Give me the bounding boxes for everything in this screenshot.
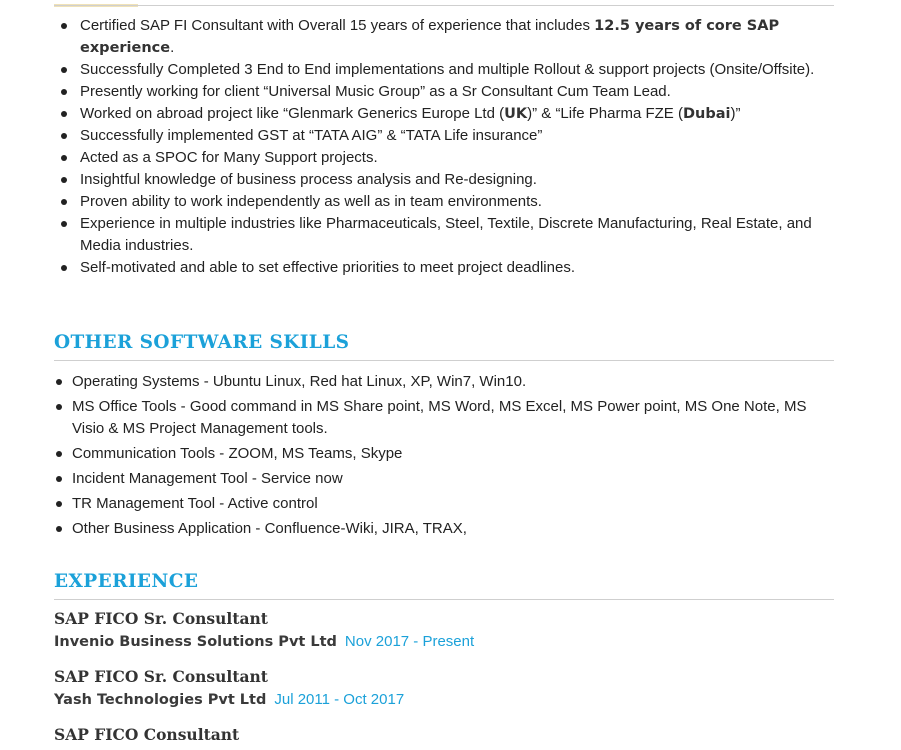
skill-item: MS Office Tools - Good command in MS Share point, MS Word, MS Excel, MS Power point, MS One Note, MS Visio & MS Project Management tools. <box>54 396 824 440</box>
job-title: SAP FICO Sr. Consultant <box>54 609 268 628</box>
company-name: Yash Technologies Pvt Ltd <box>54 692 267 708</box>
summary-item: Certified SAP FI Consultant with Overall 15 years of experience that includes 12.5 years of core SAP experience. <box>58 15 818 59</box>
summary-item: Worked on abroad project like “Glenmark Generics Europe Ltd (UK)” & “Life Pharma FZE (Dubai)” <box>58 103 818 125</box>
summary-item: Insightful knowledge of business process analysis and Re-designing. <box>58 169 818 191</box>
software-skills-heading: OTHER SOFTWARE SKILLS <box>54 332 350 353</box>
job-dates: Jul 2011 - Oct 2017 <box>274 691 405 708</box>
job-company-line <box>54 689 814 711</box>
company-name: Invenio Business Solutions Pvt Ltd <box>54 634 337 650</box>
job-entry <box>54 667 814 711</box>
skill-item: Operating Systems - Ubuntu Linux, Red hat Linux, XP, Win7, Win10. <box>54 371 824 393</box>
skill-item: Incident Management Tool - Service now <box>54 468 824 490</box>
summary-item: Successfully Completed 3 End to End implementations and multiple Rollout & support projects (Onsite/Offsite). <box>58 59 818 81</box>
summary-item: Self-motivated and able to set effective priorities to meet project deadlines. <box>58 257 818 279</box>
summary-item: Experience in multiple industries like Pharmaceuticals, Steel, Textile, Discrete Manufacturing, Real Estate, and Media industries. <box>58 213 818 257</box>
summary-item: Successfully implemented GST at “TATA AIG” & “TATA Life insurance” <box>58 125 818 147</box>
summary-list <box>58 15 818 279</box>
job-dates: Nov 2017 - Present <box>344 633 475 650</box>
top-divider <box>54 5 834 6</box>
job-entry <box>54 609 814 653</box>
skill-item: Other Business Application - Confluence-Wiki, JIRA, TRAX, <box>54 518 824 540</box>
software-skills-list <box>54 371 824 543</box>
job-entry <box>54 725 814 745</box>
skill-item: Communication Tools - ZOOM, MS Teams, Skype <box>54 443 824 465</box>
summary-item: Presently working for client “Universal Music Group” as a Sr Consultant Cum Team Lead. <box>58 81 818 103</box>
skill-item: TR Management Tool - Active control <box>54 493 824 515</box>
software-skills-divider <box>54 360 834 361</box>
experience-heading: EXPERIENCE <box>54 571 199 592</box>
job-company-line <box>54 631 814 653</box>
summary-item: Proven ability to work independently as well as in team environments. <box>58 191 818 213</box>
experience-divider <box>54 599 834 600</box>
job-title: SAP FICO Consultant <box>54 725 240 744</box>
summary-item: Acted as a SPOC for Many Support projects. <box>58 147 818 169</box>
job-title: SAP FICO Sr. Consultant <box>54 667 268 686</box>
